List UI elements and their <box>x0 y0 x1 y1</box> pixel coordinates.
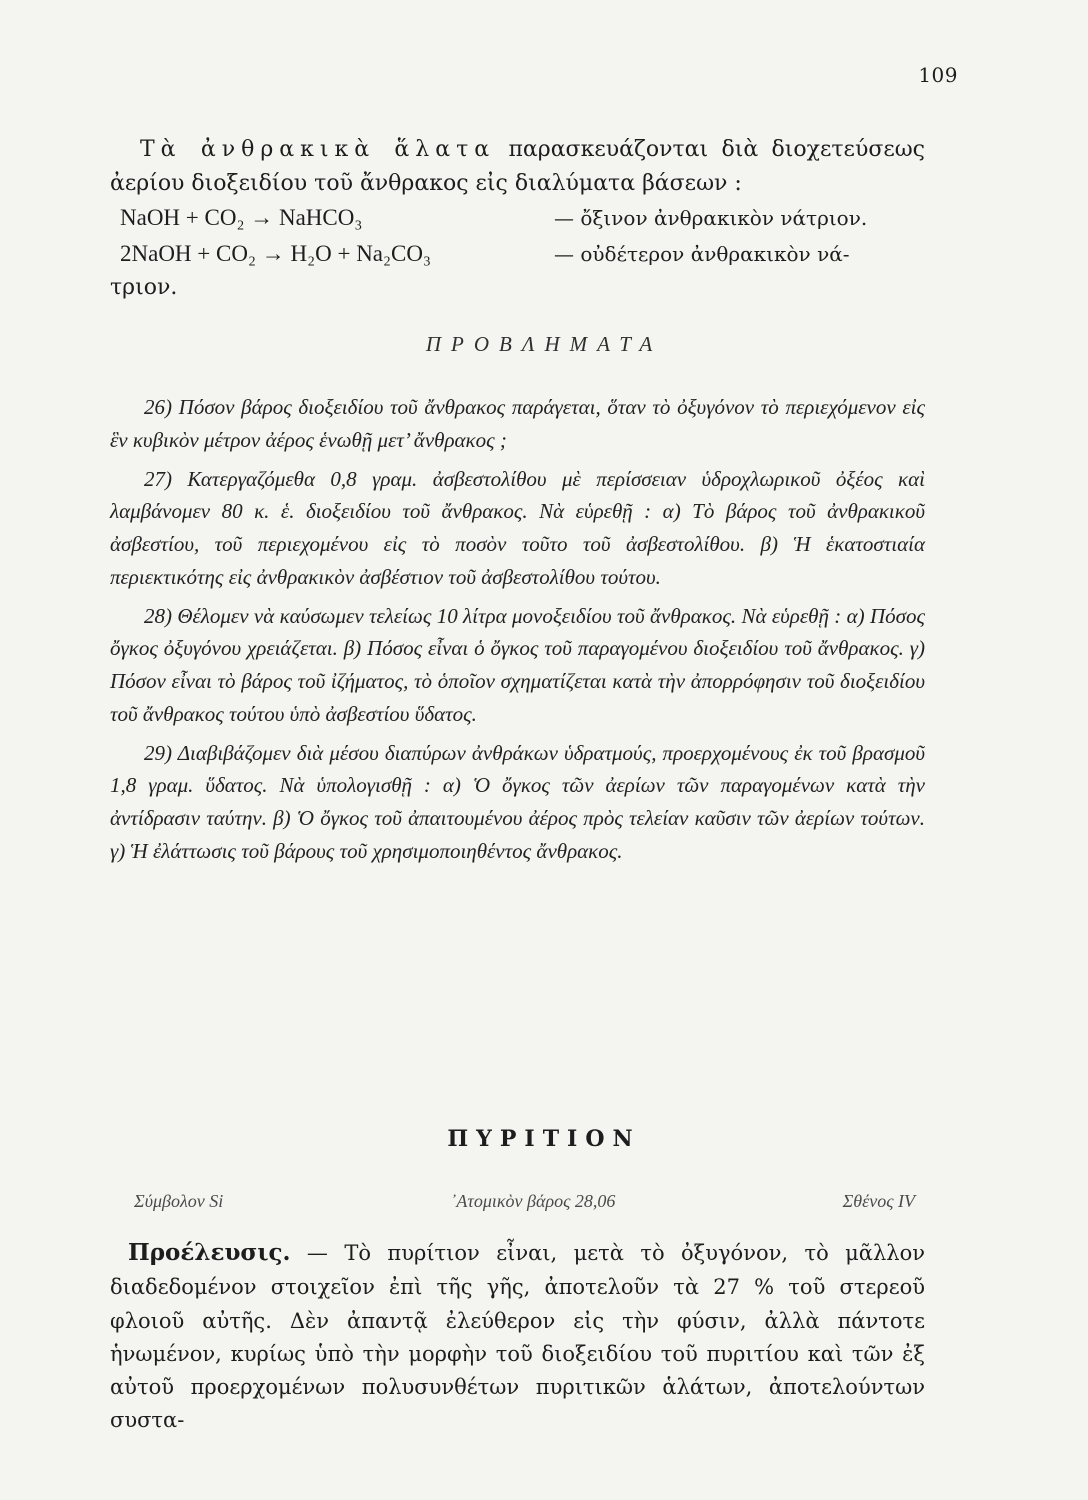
reaction-label: — ὄξινον ἀνθρακικὸν νάτριον. <box>554 206 868 231</box>
intro-paragraph <box>110 133 925 200</box>
problem-item: 28) Θέλομεν νὰ καύσωμεν τελείως 10 λίτρα μονοξειδίου τοῦ ἄνθρακος. Νὰ εὑρεθῇ : α) Πόσος ὄγκος ὀξυγόνου χρειάζεται. β) Πόσος εἶναι ὁ ὄγκος τοῦ παραγομένου διοξειδίου τοῦ ἄνθρακος. γ) Πόσον εἶναι τὸ βάρος τοῦ ἰζήματος, τὸ ὁποῖον σχηματίζεται κατὰ τὴν ἀπορρόφησιν τοῦ διοξειδίου τοῦ ἄνθρακος τούτου ὑπὸ ἀσβεστίου ὕδατος. <box>110 603 925 726</box>
element-properties <box>110 1191 925 1212</box>
reaction-line <box>110 200 925 235</box>
reaction-equation: 2NaOH + CO₂ → H₂O + Na₂CO₃ <box>120 240 431 266</box>
reaction-label: — οὐδέτερον ἀνθρακικὸν νά- <box>554 241 850 266</box>
element-symbol: Σύμβολον Si <box>134 1191 224 1211</box>
element-heading: ΠΥΡΙΤΙΟΝ <box>447 1126 641 1152</box>
problems-heading: ΠΡΟΒΛΗΜΑΤΑ <box>425 332 663 356</box>
origin-paragraph <box>110 1235 925 1437</box>
reaction-tail: τριον. <box>110 274 178 300</box>
element-atomic-weight: ᾿Ατομικὸν βάρος 28,06 <box>450 1191 616 1211</box>
problem-item: 26) Πόσον βάρος διοξειδίου τοῦ ἄνθρακος παράγεται, ὅταν τὸ ὀξυγόνον τὸ περιεχόμενον εἰς ἓν κυβικὸν μέτρον ἀέρος ἑνωθῇ μετ’ ἄνθρακος ; <box>110 395 925 452</box>
problems-section <box>110 391 925 874</box>
intro-lead: Τὰ ἀνθρακικὰ ἅλατα <box>140 137 496 162</box>
origin-section <box>110 1235 925 1437</box>
reaction-line <box>110 236 925 271</box>
problem-item: 29) Διαβιβάζομεν διὰ μέσου διαπύρων ἀνθράκων ὑδρατμούς, προερχομένους ἐκ τοῦ βρασμοῦ 1,8 γραμ. ὕδατος. Νὰ ὑπολογισθῇ : α) Ὁ ὄγκος τῶν ἀερίων τῶν παραγομένων κατὰ τὴν ἀντίδρασιν ταύτην. β) Ὁ ὄγκος τοῦ ἀπαιτουμένου ἀέρος πρὸς τελείαν καῦσιν τῶν ἀερίων τούτων. γ) Ἡ ἐλάττωσις τοῦ βάρους τοῦ χρησιμοποιηθέντος ἄνθρακος. <box>110 740 925 863</box>
intro-section <box>110 133 925 304</box>
origin-text: — Τὸ πυρίτιον εἶναι, μετὰ τὸ ὀξυγόνον, τὸ μᾶλλον διαδεδομένον στοιχεῖον ἐπὶ τῆς γῆς, ἀποτελοῦν τὰ 27 % τοῦ στερεοῦ φλοιοῦ αὐτῆς. Δὲν ἀπαντᾷ ἐλεύθερον εἰς τὴν φύσιν, ἀλλὰ πάντοτε ἡνωμένον, κυρίως ὑπὸ τὴν μορφὴν τοῦ διοξειδίου τοῦ πυριτίου καὶ τῶν ἐξ αὐτοῦ προερχομένων πολυσυνθέτων πυριτικῶν ἁλάτων, ἀποτελούντων συστα- <box>110 1241 925 1433</box>
reaction-equation: NaOH + CO₂ → NaHCO₃ <box>120 205 363 231</box>
intro-text: παρασκευάζονται διὰ διοχετεύσεως ἀερίου διοξειδίου τοῦ ἄνθρακος εἰς διαλύματα βάσεων : <box>110 137 925 196</box>
element-valence: Σθένος IV <box>842 1191 915 1211</box>
problem-item: 27) Κατεργαζόμεθα 0,8 γραμ. ἀσβεστολίθου μὲ περίσσειαν ὑδροχλωρικοῦ ὀξέος καὶ λαμβάνομεν 80 κ. ἑ. διοξειδίου τοῦ ἄνθρακος. Νὰ εὑρεθῇ : α) Τὸ βάρος τοῦ ἀνθρακικοῦ ἀσβεστίου, τοῦ περιεχομένου εἰς τὸ ποσὸν τοῦτο τοῦ ἀσβεστολίθου. β) Ἡ ἑκατοστιαία περιεκτικότης εἰς ἀνθρακικὸν ἀσβέστιον τοῦ ἀσβεστολίθου τούτου. <box>110 466 925 589</box>
page-number: 109 <box>918 63 958 87</box>
origin-title: Προέλευσις. <box>128 1239 291 1266</box>
